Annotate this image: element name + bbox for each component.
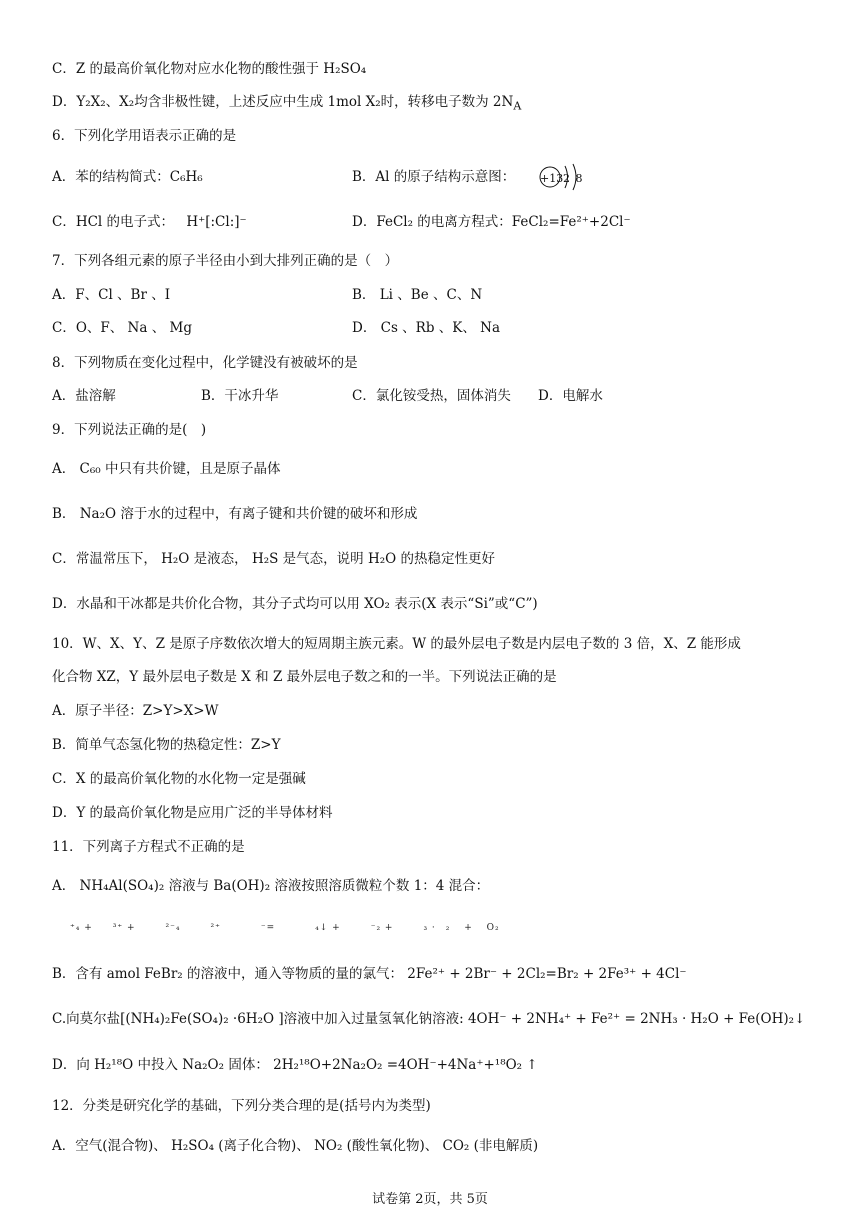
option-10d: D．Y 的最高价氧化物是应用广泛的半导体材料 xyxy=(52,805,333,821)
question-6: 6．下列化学用语表示正确的是 xyxy=(52,128,237,144)
option-9c: C．常温常压下， H₂O 是液态， H₂S 是气态，说明 H₂O 的热稳定性更好 xyxy=(52,551,496,567)
option-8c: C．氯化铵受热，固体消失 xyxy=(352,388,511,404)
option-6a: A．苯的结构简式：C₆H₆ xyxy=(52,169,203,185)
question-9: 9．下列说法正确的是( ) xyxy=(52,422,207,438)
question-7: 7．下列各组元素的原子半径由小到大排列正确的是（ ） xyxy=(52,253,399,269)
option-11a-equation-broken: ⁺₄ + ³⁺ + ²⁻₄ ²⁺ ⁻= ₄↓ + ⁻₂ + ₃ · ₂ + O₂ xyxy=(70,923,500,933)
option-11b: B．含有 amol FeBr₂ 的溶液中，通入等物质的量的氯气： 2Fe²⁺ + 2Br⁻ + 2Cl₂=Br₂ + 2Fe³⁺ + 4Cl⁻ xyxy=(52,966,687,982)
option-8d: D．电解水 xyxy=(538,388,603,404)
atom-structure-diagram xyxy=(538,162,598,192)
option-8b: B．干冰升华 xyxy=(201,388,279,404)
option-7d: D． Cs 、Rb 、K、 Na xyxy=(352,320,500,336)
question-11: 11．下列离子方程式不正确的是 xyxy=(52,839,245,855)
option-9b: B． Na₂O 溶于水的过程中，有离子键和共价键的破坏和形成 xyxy=(52,506,418,522)
option-10b: B．简单气态氢化物的热稳定性：Z>Y xyxy=(52,737,281,753)
option-6b xyxy=(352,168,584,186)
option-5d-subscript: A xyxy=(513,99,522,113)
option-5d-text: D．Y₂X₂、X₂均含非极性键，上述反应中生成 1mol X₂时，转移电子数为 2N xyxy=(52,94,514,110)
atom-shell-labels: 2 8 xyxy=(563,172,584,185)
option-6b-text: B．Al 的原子结构示意图： xyxy=(352,169,516,185)
option-11d: D．向 H₂¹⁸O 中投入 Na₂O₂ 固体： 2H₂¹⁸O+2Na₂O₂ =4OH⁻+4Na⁺+¹⁸O₂ ↑ xyxy=(52,1057,538,1073)
question-10-line2: 化合物 XZ，Y 最外层电子数是 X 和 Z 最外层电子数之和的一半。下列说法正确的是 xyxy=(52,669,557,685)
option-6d: D．FeCl₂ 的电离方程式：FeCl₂=Fe²⁺+2Cl⁻ xyxy=(352,214,631,230)
atom-nucleus-label: +13 xyxy=(540,172,564,185)
option-7a: A．F、Cl 、Br 、I xyxy=(52,287,171,303)
option-6c xyxy=(52,213,247,231)
option-7c: C．O、F、 Na 、 Mg xyxy=(52,320,192,336)
option-10a: A．原子半径：Z>Y>X>W xyxy=(52,703,219,719)
option-11a: A． NH₄Al(SO₄)₂ 溶液与 Ba(OH)₂ 溶液按照溶质微粒个数 1：4 混合： xyxy=(52,878,490,894)
option-9d: D．水晶和干冰都是共价化合物，其分子式均可以用 XO₂ 表示(X 表示“Si”或“C”) xyxy=(52,596,538,612)
page-footer: 试卷第 2页，共 5页 xyxy=(372,1192,488,1207)
option-11c: C.向莫尔盐[(NH₄)₂Fe(SO₄)₂ ·6H₂O ]溶液中加入过量氢氧化钠溶液: 4OH⁻ + 2NH₄⁺ + Fe²⁺ = 2NH₃ · H₂O + Fe(OH)₂↓ xyxy=(52,1011,806,1027)
option-5d xyxy=(52,93,521,116)
option-7b: B． Li 、Be 、C、N xyxy=(352,287,483,303)
question-10-line1: 10．W、X、Y、Z 是原子序数依次增大的短周期主族元素。W 的最外层电子数是内层电子数的 3 倍，X、Z 能形成 xyxy=(52,636,741,652)
option-9a: A． C₆₀ 中只有共价键，且是原子晶体 xyxy=(52,461,281,477)
option-6c-text: C．HCl 的电子式： xyxy=(52,214,175,230)
question-8: 8．下列物质在变化过程中，化学键没有被破坏的是 xyxy=(52,355,358,371)
question-12: 12．分类是研究化学的基础，下列分类合理的是(括号内为类型) xyxy=(52,1098,431,1114)
option-8a: A．盐溶解 xyxy=(52,388,116,404)
option-10c: C．X 的最高价氧化物的水化物一定是强碱 xyxy=(52,771,306,787)
option-5c: C．Z 的最高价氧化物对应水化物的酸性强于 H₂SO₄ xyxy=(52,61,367,77)
option-6c-formula: H⁺[:Cl:]⁻ xyxy=(186,214,247,230)
option-12a: A．空气(混合物)、 H₂SO₄ (离子化合物)、 NO₂ (酸性氧化物)、 CO₂ (非电解质) xyxy=(52,1138,539,1154)
